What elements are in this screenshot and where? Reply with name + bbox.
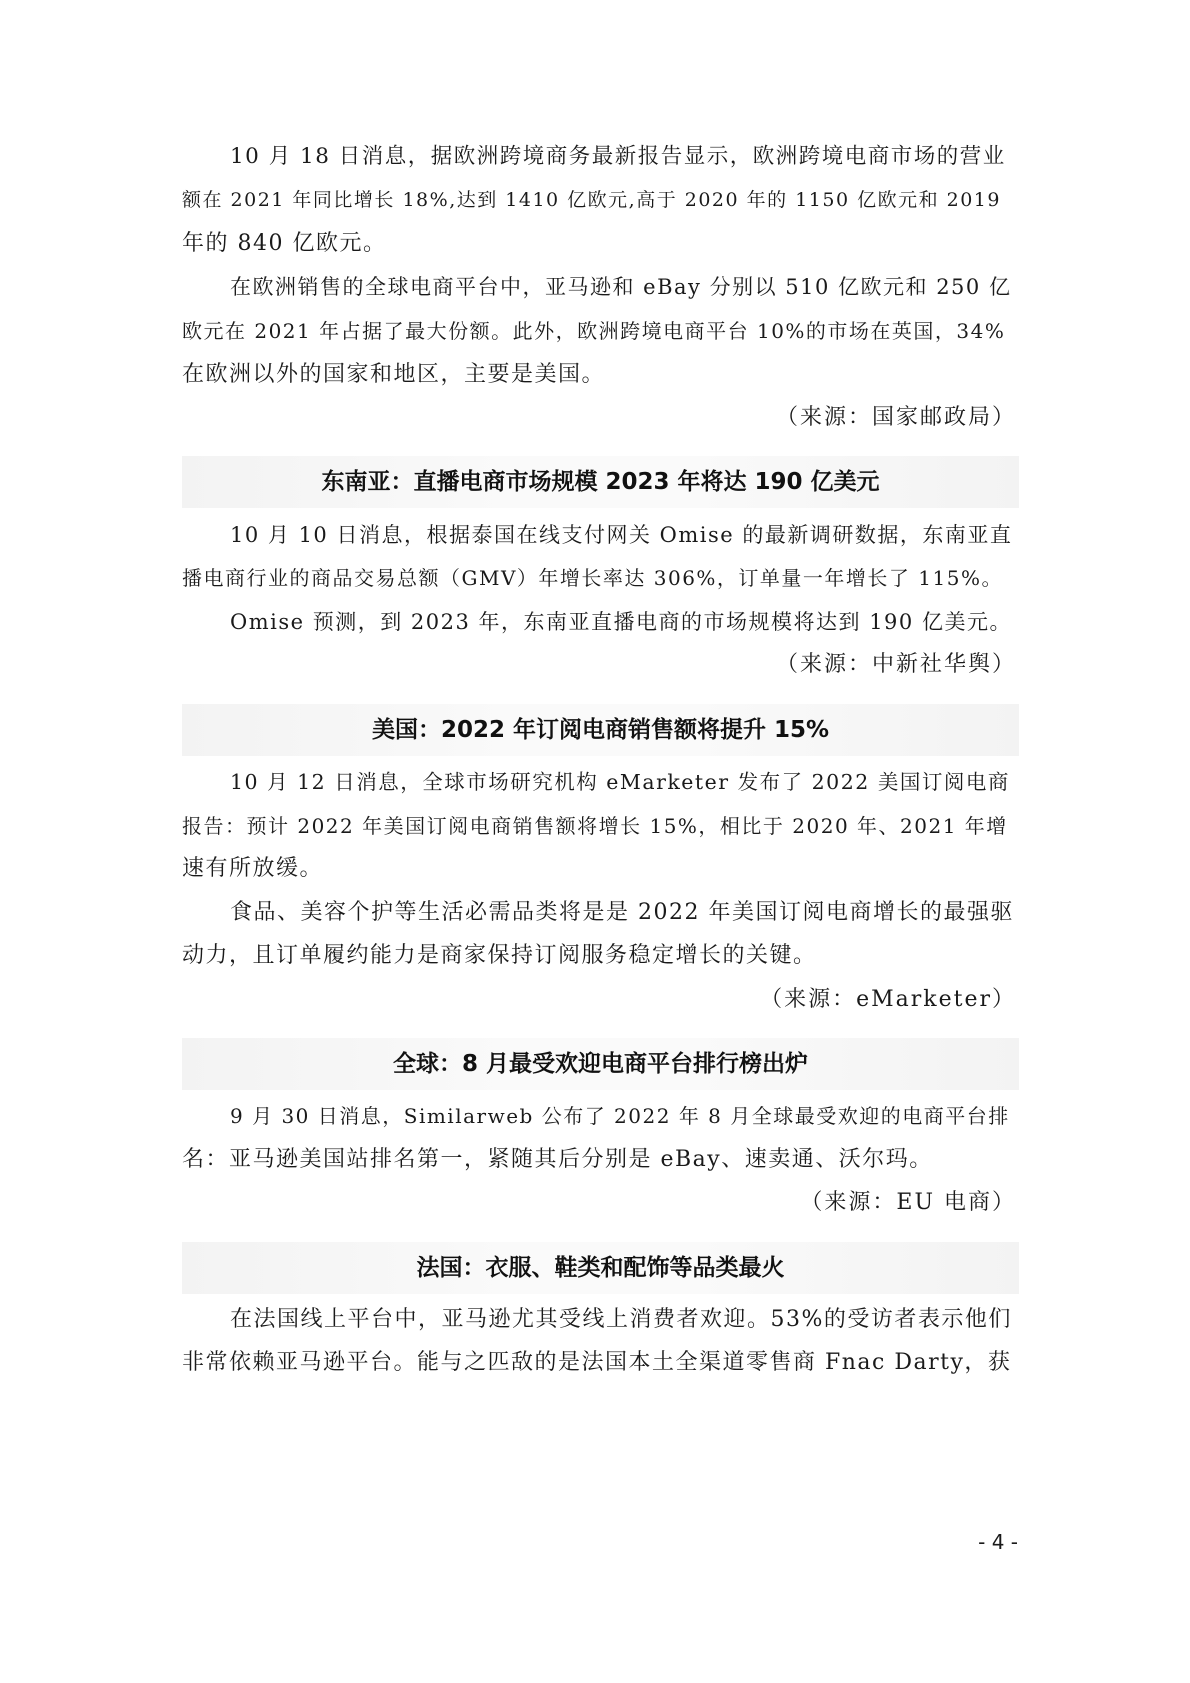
section-heading-bar — [182, 1038, 1019, 1090]
source-note: （来源：中新社华舆） — [775, 652, 1016, 677]
paragraph-line: 额在 2021 年同比增长 18%,达到 1410 亿欧元,高于 2020 年的 1150 亿欧元和 2019 — [182, 189, 1001, 211]
paragraph-line: 动力，且订单履约能力是商家保持订阅服务稳定增长的关键。 — [182, 943, 817, 968]
section-heading-bar — [182, 1242, 1019, 1294]
paragraph-line: 速有所放缓。 — [182, 856, 324, 881]
paragraph-line: 在欧洲销售的全球电商平台中，亚马逊和 eBay 分别以 510 亿欧元和 250 亿 — [230, 275, 1012, 299]
paragraph-line: 欧元在 2021 年占据了最大份额。此外，欧洲跨境电商平台 10%的市场在英国，34% — [182, 319, 1006, 343]
paragraph-line: 在法国线上平台中，亚马逊尤其受线上消费者欢迎。53%的受访者表示他们 — [230, 1307, 1012, 1332]
source-note: （来源：eMarketer） — [760, 987, 1016, 1012]
paragraph-line: 播电商行业的商品交易总额（GMV）年增长率达 306%，订单量一年增长了 115%。 — [182, 566, 1003, 590]
paragraph-line: Omise 预测，到 2023 年，东南亚直播电商的市场规模将达到 190 亿美元。 — [230, 610, 1012, 634]
section-heading: 全球：8 月最受欢迎电商平台排行榜出炉 — [392, 1051, 808, 1077]
paragraph-line: 9 月 30 日消息，Similarweb 公布了 2022 年 8 月全球最受欢迎的电商平台排 — [230, 1104, 1010, 1128]
section-heading: 法国：衣服、鞋类和配饰等品类最火 — [416, 1255, 785, 1281]
paragraph-line: 年的 840 亿欧元。 — [182, 231, 387, 256]
section-heading-bar — [182, 704, 1019, 756]
source-note: （来源：EU 电商） — [800, 1190, 1016, 1215]
section-heading: 美国：2022 年订阅电商销售额将提升 15% — [371, 717, 830, 743]
page-number: - 4 - — [978, 1530, 1018, 1554]
paragraph-line: 非常依赖亚马逊平台。能与之匹敌的是法国本土全渠道零售商 Fnac Darty，获 — [182, 1350, 1012, 1375]
source-note: （来源：国家邮政局） — [775, 405, 1016, 430]
paragraph-line: 10 月 18 日消息，据欧洲跨境商务最新报告显示，欧洲跨境电商市场的营业 — [230, 144, 1006, 169]
section-heading: 东南亚：直播电商市场规模 2023 年将达 190 亿美元 — [321, 469, 880, 495]
paragraph-line: 在欧洲以外的国家和地区，主要是美国。 — [182, 362, 606, 387]
section-heading-bar — [182, 456, 1019, 508]
paragraph-line: 食品、美容个护等生活必需品类将是是 2022 年美国订阅电商增长的最强驱 — [230, 900, 1014, 925]
paragraph-line: 名：亚马逊美国站排名第一，紧随其后分别是 eBay、速卖通、沃尔玛。 — [182, 1147, 933, 1172]
paragraph-line: 10 月 12 日消息，全球市场研究机构 eMarketer 发布了 2022 美国订阅电商 — [230, 770, 1010, 794]
paragraph-line: 10 月 10 日消息，根据泰国在线支付网关 Omise 的最新调研数据，东南亚直 — [230, 523, 1013, 547]
paragraph-line: 报告：预计 2022 年美国订阅电商销售额将增长 15%，相比于 2020 年、2021 年增 — [182, 814, 1008, 838]
